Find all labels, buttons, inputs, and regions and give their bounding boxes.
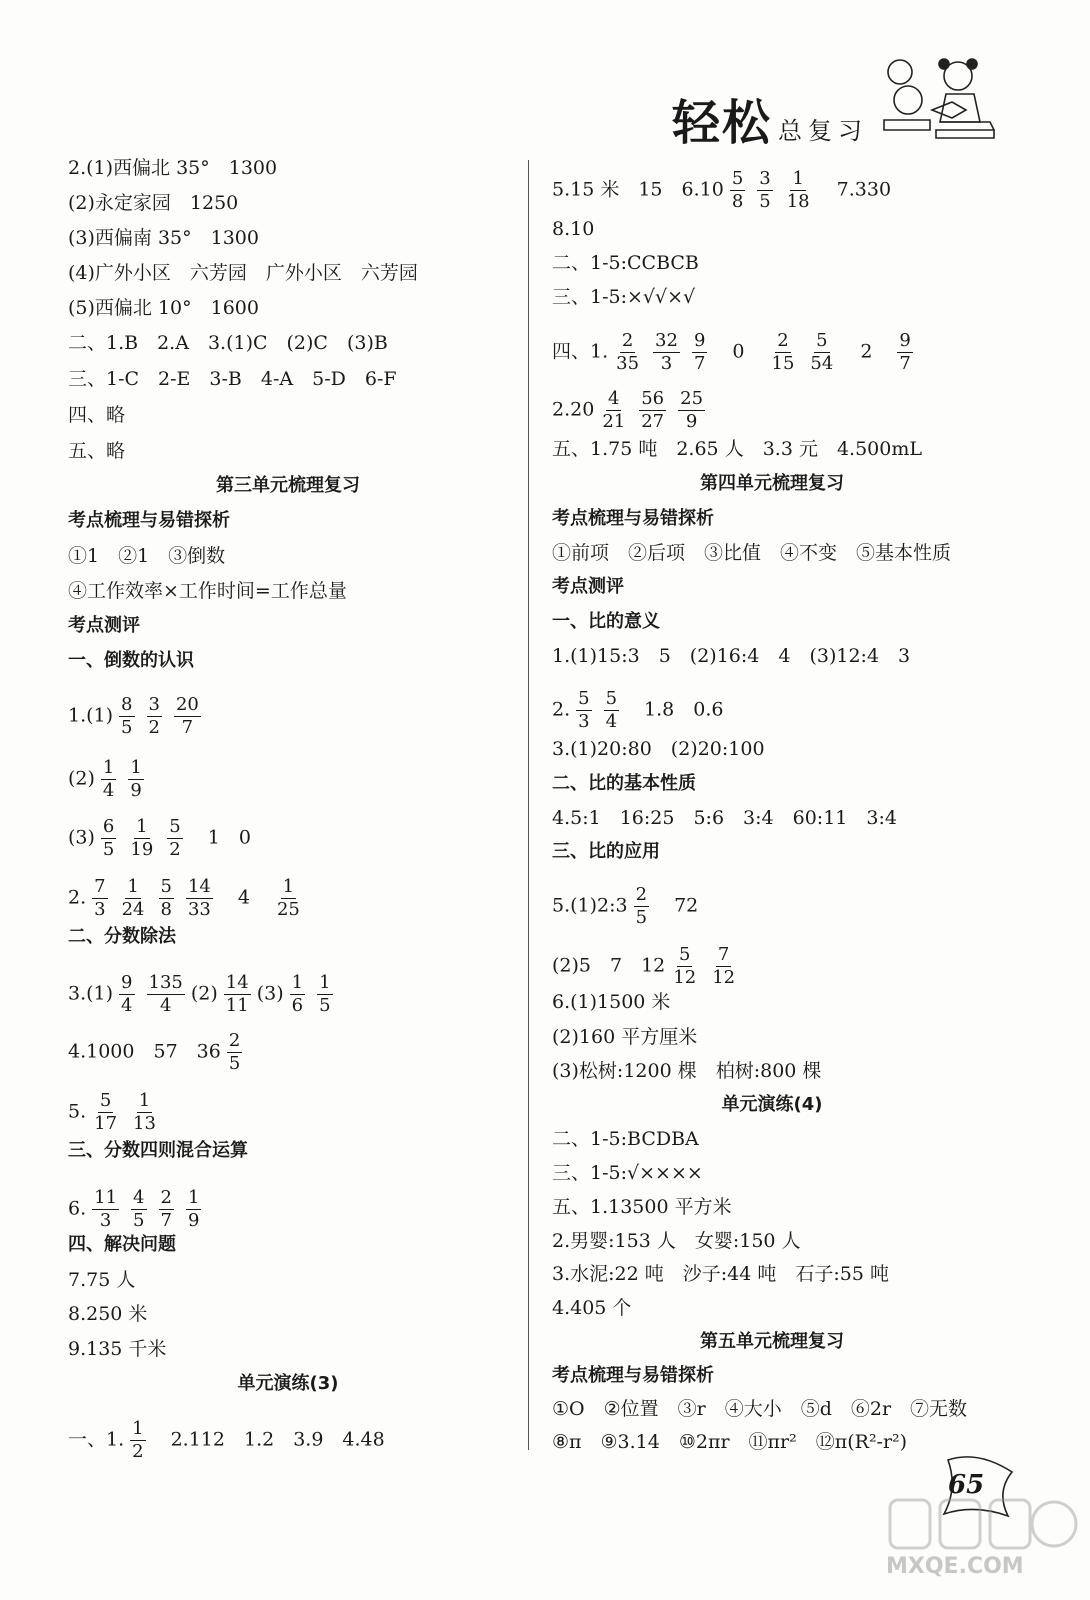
fraction-denominator: 3 <box>578 711 590 732</box>
answer-fraction <box>101 757 116 802</box>
fraction-denominator: 35 <box>616 353 640 374</box>
answer-prefix: 2. <box>68 886 87 909</box>
answer-text: 1.(1)15:3 5 (2)16:4 4 (3)12:4 3 <box>552 645 911 667</box>
page-number: 65 <box>948 1470 985 1500</box>
left-answer-line <box>68 694 207 739</box>
right-answer-line <box>552 990 670 1014</box>
answer-fraction <box>275 876 302 921</box>
fraction-numerator: 8 <box>121 694 133 715</box>
book-title-sub: 总复习 <box>778 117 869 145</box>
fraction-numerator: 32 <box>655 330 678 351</box>
answer-fraction <box>174 694 201 739</box>
answer-text: 二、1-5:CCBCB <box>552 252 699 274</box>
answer-prefix: 5.(1)2:3 <box>552 894 628 917</box>
answer-text: 第四单元梳理复习 <box>700 473 844 494</box>
right-answer-line <box>552 285 695 309</box>
fraction-numerator: 14 <box>225 972 249 993</box>
book-title-main: 轻松 <box>672 95 773 151</box>
answer-text: 三、1-C 2-E 3-B 4-A 5-D 6-F <box>68 368 397 390</box>
answer-text: 考点梳理与易错探析 <box>552 1365 714 1386</box>
answer-prefix: 四、1. <box>552 340 609 363</box>
left-answer-line <box>68 191 238 215</box>
right-answer-line <box>552 388 711 433</box>
left-answer-line <box>68 439 125 463</box>
answer-text: ①前项 ②后项 ③比值 ④不变 ⑤基本性质 <box>552 542 952 564</box>
answer-fraction <box>290 972 305 1017</box>
answer-prefix: 2. <box>552 698 571 721</box>
fraction-numerator: 14 <box>187 876 211 897</box>
answer-prefix: 3.(1) <box>68 982 114 1005</box>
answer-fraction <box>147 972 185 1017</box>
fraction-numerator: 1 <box>187 1187 200 1208</box>
fraction-denominator: 24 <box>121 899 145 920</box>
fraction-denominator: 17 <box>94 1113 118 1134</box>
fraction-denominator: 12 <box>712 967 736 988</box>
answer-text: 9.135 千米 <box>68 1338 167 1360</box>
column-divider <box>528 160 529 1450</box>
fraction-numerator: 20 <box>175 694 199 715</box>
answer-text: 第五单元梳理复习 <box>700 1331 844 1352</box>
fraction-denominator: 2 <box>132 1441 144 1462</box>
answer-fraction <box>317 972 332 1017</box>
answer-fraction <box>159 1187 174 1232</box>
fraction-numerator: 1 <box>136 816 148 837</box>
answer-text: 8.10 <box>552 218 595 240</box>
right-answer-line <box>552 541 951 565</box>
answer-prefix: 4.1000 57 36 <box>68 1040 221 1063</box>
right-answer-line <box>552 772 696 796</box>
answer-text: (3) <box>256 982 284 1005</box>
fraction-denominator: 19 <box>130 839 154 860</box>
fraction-denominator: 5 <box>228 1053 241 1074</box>
answer-text: 考点测评 <box>552 576 624 597</box>
fraction-numerator: 5 <box>731 168 744 189</box>
answer-prefix: (2)5 7 12 <box>552 954 666 977</box>
answer-fraction <box>119 694 134 739</box>
answer-fraction <box>692 330 707 375</box>
right-answer-line <box>552 1262 889 1286</box>
fraction-numerator: 9 <box>693 330 706 351</box>
answer-text: 4.5:1 16:25 5:6 3:4 60:11 3:4 <box>552 807 897 829</box>
fraction-denominator: 7 <box>693 353 706 374</box>
right-answer-line <box>552 1430 907 1454</box>
answer-prefix: 1.(1) <box>68 704 114 727</box>
answer-text: 二、1-5:BCDBA <box>552 1128 699 1150</box>
right-answer-line <box>552 1127 699 1151</box>
right-answer-line <box>552 806 897 830</box>
left-answer-line <box>68 1030 248 1075</box>
answer-text: 三、1-5:√×××× <box>552 1162 703 1184</box>
answer-fraction <box>130 1418 145 1463</box>
answer-prefix: 一、1. <box>68 1428 125 1451</box>
right-answer-line <box>552 330 919 375</box>
answer-text: 2.男婴:153 人 女婴:150 人 <box>552 1230 801 1252</box>
answer-text: 7.75 人 <box>68 1269 136 1291</box>
answer-fraction <box>101 816 116 861</box>
answer-fraction <box>131 1187 146 1232</box>
answer-text: 二、分数除法 <box>68 926 176 947</box>
answer-text: 三、比的应用 <box>552 841 660 862</box>
fraction-denominator: 4 <box>121 995 133 1016</box>
right-answer-line <box>552 575 624 599</box>
fraction-denominator: 4 <box>605 711 618 732</box>
left-answer-line <box>68 1233 176 1257</box>
right-answer-line <box>552 1229 801 1253</box>
answer-fraction <box>770 330 797 375</box>
fraction-denominator: 4 <box>159 995 172 1016</box>
answer-fraction <box>92 1090 119 1135</box>
right-answer-line <box>552 644 910 668</box>
right-answer-line <box>552 507 714 531</box>
left-answer-line <box>68 403 125 427</box>
left-answer-line <box>68 876 308 921</box>
fraction-numerator: 1 <box>130 757 142 778</box>
answer-fraction <box>639 388 666 433</box>
answer-text: 二、1.B 2.A 3.(1)C (2)C (3)B <box>68 332 388 354</box>
answer-text: 4.405 个 <box>552 1297 632 1319</box>
fraction-numerator: 5 <box>99 1090 112 1111</box>
fraction-denominator: 3 <box>99 1210 112 1231</box>
fraction-numerator: 2 <box>621 330 634 351</box>
left-answer-line <box>68 261 418 285</box>
answer-prefix: (3) <box>68 826 95 849</box>
answer-text: 7.330 <box>817 178 911 201</box>
answer-fraction <box>730 168 745 213</box>
fraction-denominator: 33 <box>187 899 211 920</box>
fraction-denominator: 9 <box>685 411 698 432</box>
fraction-numerator: 5 <box>605 688 618 709</box>
left-answer-line <box>68 925 176 949</box>
answer-fraction <box>576 688 591 733</box>
answer-fraction <box>224 972 251 1017</box>
left-answer-line <box>68 1337 166 1361</box>
answer-prefix: 5.15 米 15 6.10 <box>552 178 724 201</box>
answer-text: 6.(1)1500 米 <box>552 991 671 1013</box>
fraction-numerator: 11 <box>94 1187 118 1208</box>
fraction-denominator: 12 <box>673 967 697 988</box>
fraction-numerator: 1 <box>792 168 804 189</box>
right-answer-line <box>552 251 699 275</box>
answer-fraction <box>678 388 705 433</box>
answer-text: 考点测评 <box>68 615 140 636</box>
fraction-numerator: 135 <box>148 972 183 993</box>
fraction-numerator: 4 <box>133 1187 145 1208</box>
answer-fraction <box>653 330 680 375</box>
fraction-numerator: 3 <box>759 168 771 189</box>
answer-text: (3)松树:1200 棵 柏树:800 棵 <box>552 1060 822 1082</box>
answer-fraction <box>757 168 772 213</box>
right-answer-line <box>552 1025 697 1049</box>
fraction-numerator: 1 <box>102 757 115 778</box>
answer-fraction <box>227 1030 242 1075</box>
fraction-denominator: 5 <box>133 1210 145 1231</box>
right-answer-line <box>552 1195 732 1219</box>
right-answer-line <box>552 1364 714 1388</box>
answer-text: (3)西偏南 35° 1300 <box>68 227 259 249</box>
right-answer-line <box>552 884 717 929</box>
answer-text: 四、解决问题 <box>68 1234 176 1255</box>
fraction-numerator: 1 <box>282 876 295 897</box>
right-answer-line <box>552 610 660 634</box>
fraction-numerator: 2 <box>777 330 789 351</box>
left-answer-line <box>68 544 225 568</box>
left-answer-line <box>68 296 259 320</box>
answer-fraction <box>128 816 155 861</box>
answer-fraction <box>167 816 182 861</box>
fraction-numerator: 5 <box>160 876 172 897</box>
right-answer-line <box>552 688 742 733</box>
left-answer-line <box>68 226 259 250</box>
fraction-denominator: 6 <box>291 995 304 1016</box>
answer-text: (2)永定家园 1250 <box>68 192 239 214</box>
left-answer-line <box>68 614 140 638</box>
fraction-numerator: 25 <box>680 388 704 409</box>
fraction-denominator: 5 <box>319 995 331 1016</box>
answer-text: ①1 ②1 ③倒数 <box>68 545 226 567</box>
fraction-denominator: 15 <box>771 353 795 374</box>
fraction-numerator: 1 <box>319 972 331 993</box>
fraction-denominator: 9 <box>187 1210 200 1231</box>
answer-text: 一、倒数的认识 <box>68 650 194 671</box>
answer-text: 2 <box>841 340 892 363</box>
fraction-numerator: 1 <box>127 876 139 897</box>
answer-text: 4 <box>218 886 269 909</box>
answer-fraction <box>186 1187 201 1232</box>
left-answer-line <box>68 816 270 861</box>
fraction-denominator: 2 <box>148 717 160 738</box>
left-answer-line <box>68 649 194 673</box>
answer-text: 3.(1)20:80 (2)20:100 <box>552 738 765 760</box>
fraction-denominator: 7 <box>181 717 194 738</box>
fraction-numerator: 1 <box>132 1418 144 1439</box>
answer-text: ①O ②位置 ③r ④大小 ⑤d ⑥2r ⑦无数 <box>552 1398 968 1420</box>
answer-text: 三、1-5:×√√×√ <box>552 286 696 308</box>
answer-fraction <box>120 876 147 921</box>
right-answer-line <box>552 437 922 461</box>
answer-fraction <box>634 884 649 929</box>
right-answer-line <box>552 217 594 241</box>
answer-fraction <box>785 168 812 213</box>
answer-fraction <box>128 757 143 802</box>
left-answer-line <box>68 474 508 498</box>
left-answer-line <box>68 1372 508 1396</box>
answer-fraction <box>671 944 698 989</box>
right-answer-line <box>552 1330 992 1354</box>
right-answer-line <box>552 1296 631 1320</box>
fraction-numerator: 7 <box>717 944 730 965</box>
left-answer-line <box>68 331 388 355</box>
fraction-denominator: 27 <box>641 411 665 432</box>
fraction-numerator: 9 <box>121 972 133 993</box>
fraction-numerator: 2 <box>635 884 648 905</box>
right-answer-line <box>552 168 910 213</box>
answer-fraction <box>92 1187 119 1232</box>
right-answer-line <box>552 1161 703 1185</box>
answer-text: 1.8 0.6 <box>625 698 743 721</box>
answer-text: 第三单元梳理复习 <box>216 475 360 496</box>
fraction-denominator: 5 <box>102 839 115 860</box>
answer-text: 2.112 1.2 3.9 4.48 <box>151 1428 404 1451</box>
fraction-denominator: 25 <box>276 899 300 920</box>
answer-text: 四、略 <box>68 404 126 426</box>
answer-fraction <box>159 876 174 921</box>
book-title <box>672 84 868 153</box>
fraction-numerator: 6 <box>102 816 115 837</box>
answer-fraction <box>710 944 737 989</box>
left-answer-line <box>68 757 150 802</box>
fraction-numerator: 7 <box>94 876 106 897</box>
left-answer-line <box>68 1139 248 1163</box>
fraction-denominator: 5 <box>635 907 648 928</box>
answer-text: 0 <box>713 340 764 363</box>
fraction-numerator: 1 <box>291 972 304 993</box>
answer-fraction <box>131 1090 158 1135</box>
answer-text: (2) <box>190 982 218 1005</box>
left-answer-line <box>68 1090 164 1135</box>
answer-text: 二、比的基本性质 <box>552 773 696 794</box>
answer-text: 1 0 <box>188 826 270 849</box>
fraction-denominator: 7 <box>160 1210 172 1231</box>
answer-text: 72 <box>655 894 718 917</box>
answer-fraction <box>147 694 162 739</box>
fraction-denominator: 13 <box>133 1113 156 1134</box>
left-answer-line <box>68 1268 135 1292</box>
answer-text: ⑧π ⑨3.14 ⑩2πr ⑪πr² ⑫π(R²-r²) <box>552 1431 908 1453</box>
fraction-denominator: 5 <box>759 191 771 212</box>
right-answer-line <box>552 944 743 989</box>
left-answer-line <box>68 1302 147 1326</box>
fraction-denominator: 4 <box>102 780 115 801</box>
fraction-numerator: 4 <box>608 388 620 409</box>
fraction-numerator: 5 <box>679 944 691 965</box>
answer-text: 五、略 <box>68 440 126 462</box>
reading-children-illustration <box>870 50 1000 140</box>
answer-text: 一、比的意义 <box>552 611 660 632</box>
fraction-numerator: 5 <box>169 816 181 837</box>
fraction-numerator: 9 <box>899 330 911 351</box>
left-answer-line <box>68 1187 207 1232</box>
watermark-logo-icon <box>880 1490 1080 1560</box>
fraction-denominator: 3 <box>94 899 106 920</box>
fraction-denominator: 9 <box>130 780 142 801</box>
answer-fraction <box>604 688 619 733</box>
fraction-denominator: 7 <box>899 353 911 374</box>
answer-prefix: 2.20 <box>552 398 595 421</box>
answer-text: 单元演练(3) <box>237 1373 339 1394</box>
fraction-denominator: 8 <box>160 899 172 920</box>
right-answer-line <box>552 1397 967 1421</box>
answer-text: (4)广外小区 六芳园 广外小区 六芳园 <box>68 262 418 284</box>
answer-text: 3.水泥:22 吨 沙子:44 吨 石子:55 吨 <box>552 1263 889 1285</box>
answer-text: 2.(1)西偏北 35° 1300 <box>68 157 278 179</box>
right-answer-line <box>552 472 992 496</box>
watermark <box>880 1490 1080 1590</box>
answer-fraction <box>808 330 835 375</box>
left-answer-line <box>68 156 277 180</box>
fraction-numerator: 56 <box>641 388 665 409</box>
fraction-numerator: 1 <box>138 1090 151 1111</box>
answer-text: 五、1.75 吨 2.65 人 3.3 元 4.500mL <box>552 438 922 460</box>
answer-text: 8.250 米 <box>68 1303 148 1325</box>
answer-text: 考点梳理与易错探析 <box>68 510 230 531</box>
fraction-denominator: 8 <box>731 191 744 212</box>
right-answer-line <box>552 737 765 761</box>
fraction-numerator: 3 <box>148 694 160 715</box>
fraction-denominator: 3 <box>660 353 673 374</box>
answer-text: 考点梳理与易错探析 <box>552 508 714 529</box>
left-answer-line <box>68 1418 404 1463</box>
right-answer-line <box>552 840 660 864</box>
watermark-text: MXQE.COM <box>886 1554 1024 1579</box>
answer-fraction <box>897 330 912 375</box>
answer-text: 五、1.13500 平方米 <box>552 1196 732 1218</box>
fraction-numerator: 5 <box>578 688 590 709</box>
left-answer-line <box>68 972 339 1017</box>
answer-text: (5)西偏北 10° 1600 <box>68 297 259 319</box>
answer-fraction <box>600 388 627 433</box>
answer-fraction <box>186 876 213 921</box>
fraction-denominator: 2 <box>169 839 181 860</box>
left-answer-line <box>68 579 347 603</box>
answer-prefix: (2) <box>68 767 95 790</box>
answer-prefix: 6. <box>68 1197 87 1220</box>
fraction-numerator: 2 <box>160 1187 172 1208</box>
left-answer-line <box>68 509 230 533</box>
fraction-denominator: 21 <box>602 411 626 432</box>
answer-text: 单元演练(4) <box>721 1094 823 1115</box>
fraction-denominator: 18 <box>786 191 810 212</box>
answer-text: 三、分数四则混合运算 <box>68 1140 248 1161</box>
answer-prefix: 5. <box>68 1100 87 1123</box>
fraction-numerator: 2 <box>228 1030 241 1051</box>
answer-text: (2)160 平方厘米 <box>552 1026 698 1048</box>
fraction-numerator: 5 <box>816 330 828 351</box>
answer-fraction <box>614 330 641 375</box>
left-answer-line <box>68 367 397 391</box>
answer-fraction <box>119 972 134 1017</box>
fraction-denominator: 11 <box>225 995 249 1016</box>
fraction-denominator: 54 <box>810 353 834 374</box>
right-answer-line <box>552 1059 821 1083</box>
answer-fraction <box>92 876 107 921</box>
fraction-denominator: 5 <box>121 717 133 738</box>
answer-text: ④工作效率×工作时间=工作总量 <box>68 580 347 602</box>
right-answer-line <box>552 1093 992 1117</box>
